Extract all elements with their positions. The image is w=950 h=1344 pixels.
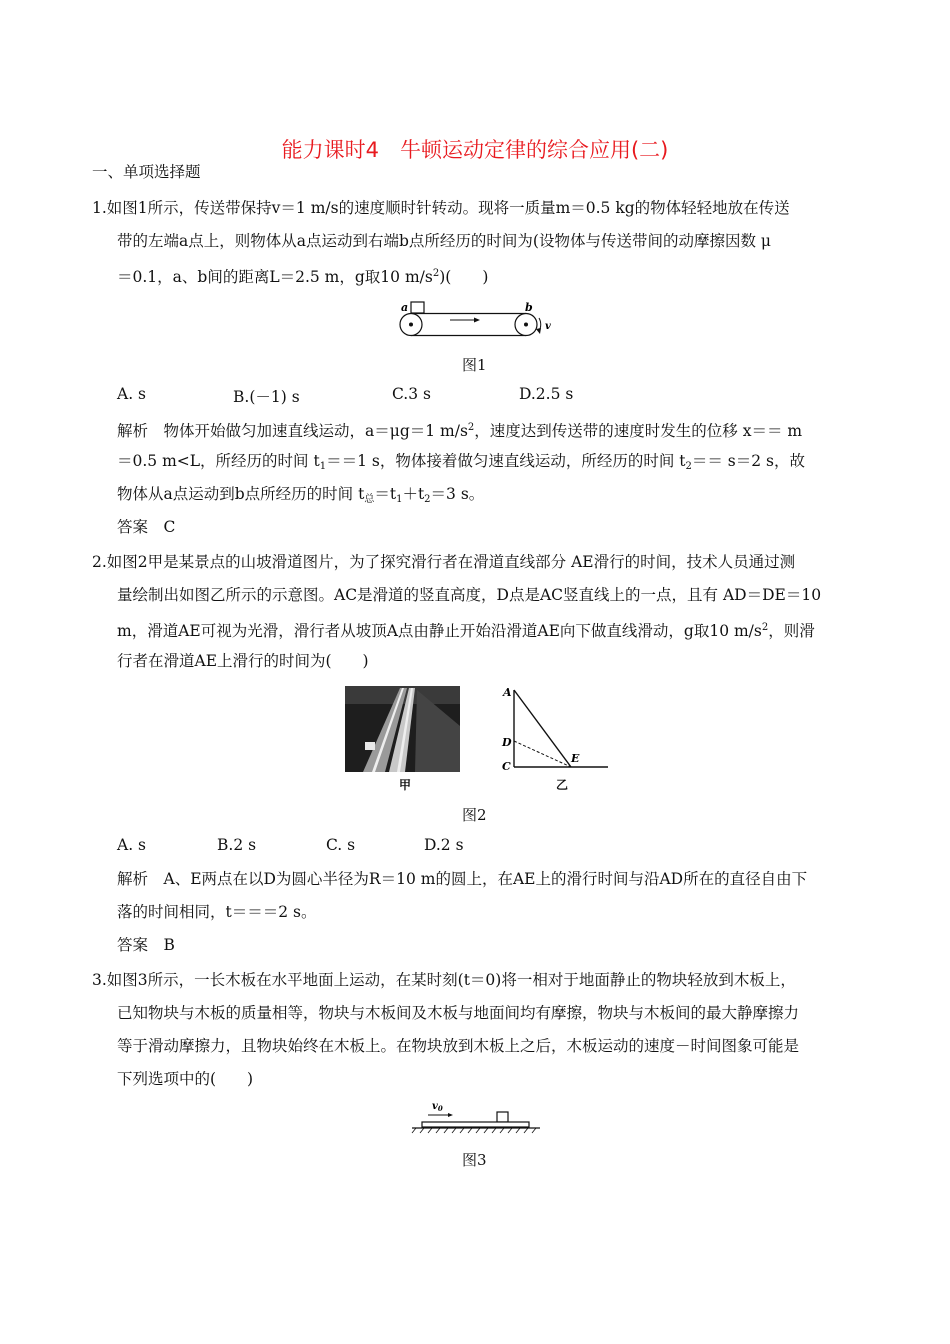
board-block-figure: [410, 1098, 542, 1140]
q1-exp2-text: ＝0.5 m<L，所经历的时间 t: [117, 452, 320, 470]
fig3-board: [422, 1122, 529, 1127]
section-heading: 一、单项选择题: [92, 163, 201, 181]
q1-exp1-tail: ，速度达到传送带的速度时发生的位移 x＝＝ m: [474, 422, 803, 440]
label-A: A: [503, 686, 512, 699]
q1-exp1-sup: 2: [467, 422, 475, 433]
left-pulley-axle: [409, 323, 413, 327]
q1-stem-line3-tail: )( ): [439, 268, 489, 286]
fig2-photo-label: 甲: [399, 778, 412, 792]
page-title: 能力课时4 牛顿运动定律的综合应用(二): [281, 138, 669, 162]
q1-exp3-mid1: ＝t: [374, 485, 397, 503]
q2-stem-line3: [117, 618, 815, 641]
q1-explanation-line2: [117, 451, 805, 477]
conveyor-belt-figure: [398, 298, 558, 348]
q1-stem-line3: [117, 264, 488, 287]
q1-stem-line2: 带的左端a点上，则物体从a点运动到右端b点所经历的时间为(设物体与传送带间的动摩擦因数 μ: [117, 232, 771, 250]
line-AE: [514, 690, 571, 767]
fig3-label-v0: $v_0$: [432, 1101, 443, 1113]
q2-option-b: B.2 s: [217, 836, 257, 854]
q1-exp1-text: 解析 物体开始做匀加速直线运动，a＝μg＝1 m/s: [117, 422, 468, 440]
fig3-ground-hatch: [412, 1128, 536, 1133]
fig2-diagram-label: 乙: [556, 778, 569, 792]
q1-explanation-line1: [117, 418, 802, 441]
q1-exp3-sub3: 2: [424, 494, 431, 505]
q2-option-d: D.2 s: [424, 836, 464, 854]
q2-stem-line1: 2.如图2甲是某景点的山坡滑道图片，为了探究滑行者在滑道直线部分 AE滑行的时间，技术人员通过测: [92, 553, 796, 571]
q1-option-b: B.(－1) s: [233, 388, 300, 406]
q1-stem-line1: 1.如图1所示，传送带保持v＝1 m/s的速度顺时针转动。现将一质量m＝0.5 kg的物体轻轻地放在传送: [92, 199, 790, 217]
q3-stem-line4: 下列选项中的( ): [117, 1070, 254, 1088]
q2-explanation-line2: 落的时间相同，t＝＝＝2 s。: [117, 903, 317, 921]
q3-stem-line2: 已知物块与木板的质量相等，物块与木板间及木板与地面间均有摩擦，物块与木板间的最大静摩擦力: [117, 1004, 800, 1022]
q2-answer: 答案 B: [117, 936, 175, 954]
q1-option-c: C.3 s: [392, 385, 431, 403]
q3-stem-line3: 等于滑动摩擦力，且物块始终在木板上。在物块放到木板上之后，木板运动的速度－时间图象可能是: [117, 1037, 800, 1055]
slide-photo: [345, 686, 460, 772]
q1-exp3-mid2: ＋t: [402, 485, 425, 503]
q1-option-a: A. s: [117, 385, 147, 403]
q2-stem-line3-tail: ，则滑: [768, 622, 815, 640]
fig1-label-v: v: [545, 321, 551, 332]
fig3-caption: 图3: [462, 1151, 487, 1169]
fig3-block: [497, 1112, 508, 1122]
q1-exp3-sub2: 1: [396, 494, 403, 505]
q1-option-d: D.2.5 s: [519, 385, 574, 403]
q1-exp2-sub: 1: [319, 461, 327, 472]
rotation-arrowhead: [536, 328, 541, 334]
q1-stem-line3-text: ＝0.1，a、b间的距离L＝2.5 m，g取10 m/s: [117, 268, 433, 286]
photo-rider: [365, 742, 375, 750]
fig1-caption: 图1: [462, 356, 487, 374]
q2-option-c: C. s: [326, 836, 356, 854]
q1-exp2-mid: ＝＝1 s，物体接着做匀速直线运动，所经历的时间 t: [326, 452, 686, 470]
q3-stem-line1: 3.如图3所示，一长木板在水平地面上运动，在某时刻(t＝0)将一相对于地面静止的物块轻放到木板上，: [92, 971, 796, 989]
q1-block: [411, 302, 424, 313]
q1-exp3-tail: ＝3 s。: [430, 485, 485, 503]
fig3-velocity-arrowhead: [448, 1113, 453, 1117]
q1-exp3-text: 物体从a点运动到b点所经历的时间 t: [117, 485, 365, 503]
label-C: C: [502, 760, 511, 773]
line-DE: [514, 741, 571, 767]
q1-exp2-sub2: 2: [685, 461, 692, 472]
q1-explanation-line3: [117, 484, 484, 510]
label-E: E: [571, 752, 580, 765]
q1-exp2-tail: ＝＝ s＝2 s，故: [691, 452, 805, 470]
q2-stem-line2: 量绘制出如图乙所示的示意图。AC是滑道的竖直高度，D点是AC竖直线上的一点，且有 AD＝DE＝10: [117, 586, 822, 604]
q1-exp3-sub: 总: [364, 494, 375, 505]
q2-stem-line3-sup: 2: [761, 622, 769, 633]
slope-diagram: [500, 686, 615, 776]
q1-answer: 答案 C: [117, 518, 176, 536]
q2-stem-line4: 行者在滑道AE上滑行的时间为( ): [117, 652, 369, 670]
q2-explanation-line1: 解析 A、E两点在以D为圆心半径为R＝10 m的圆上，在AE上的滑行时间与沿AD所在的直径自由下: [117, 870, 808, 888]
q2-option-a: A. s: [117, 836, 147, 854]
fig2-caption: 图2: [462, 806, 487, 824]
right-pulley-axle: [524, 323, 528, 327]
fig1-label-a: a: [401, 301, 409, 314]
q2-stem-line3-text: m，滑道AE可视为光滑，滑行者从坡顶A点由静止开始沿滑道AE向下做直线滑动，g取10 m/s: [117, 622, 762, 640]
fig1-label-b: b: [525, 301, 533, 314]
label-D: D: [502, 736, 512, 749]
q1-stem-line3-sup: 2: [432, 268, 440, 279]
belt-direction-arrowhead: [474, 318, 480, 323]
